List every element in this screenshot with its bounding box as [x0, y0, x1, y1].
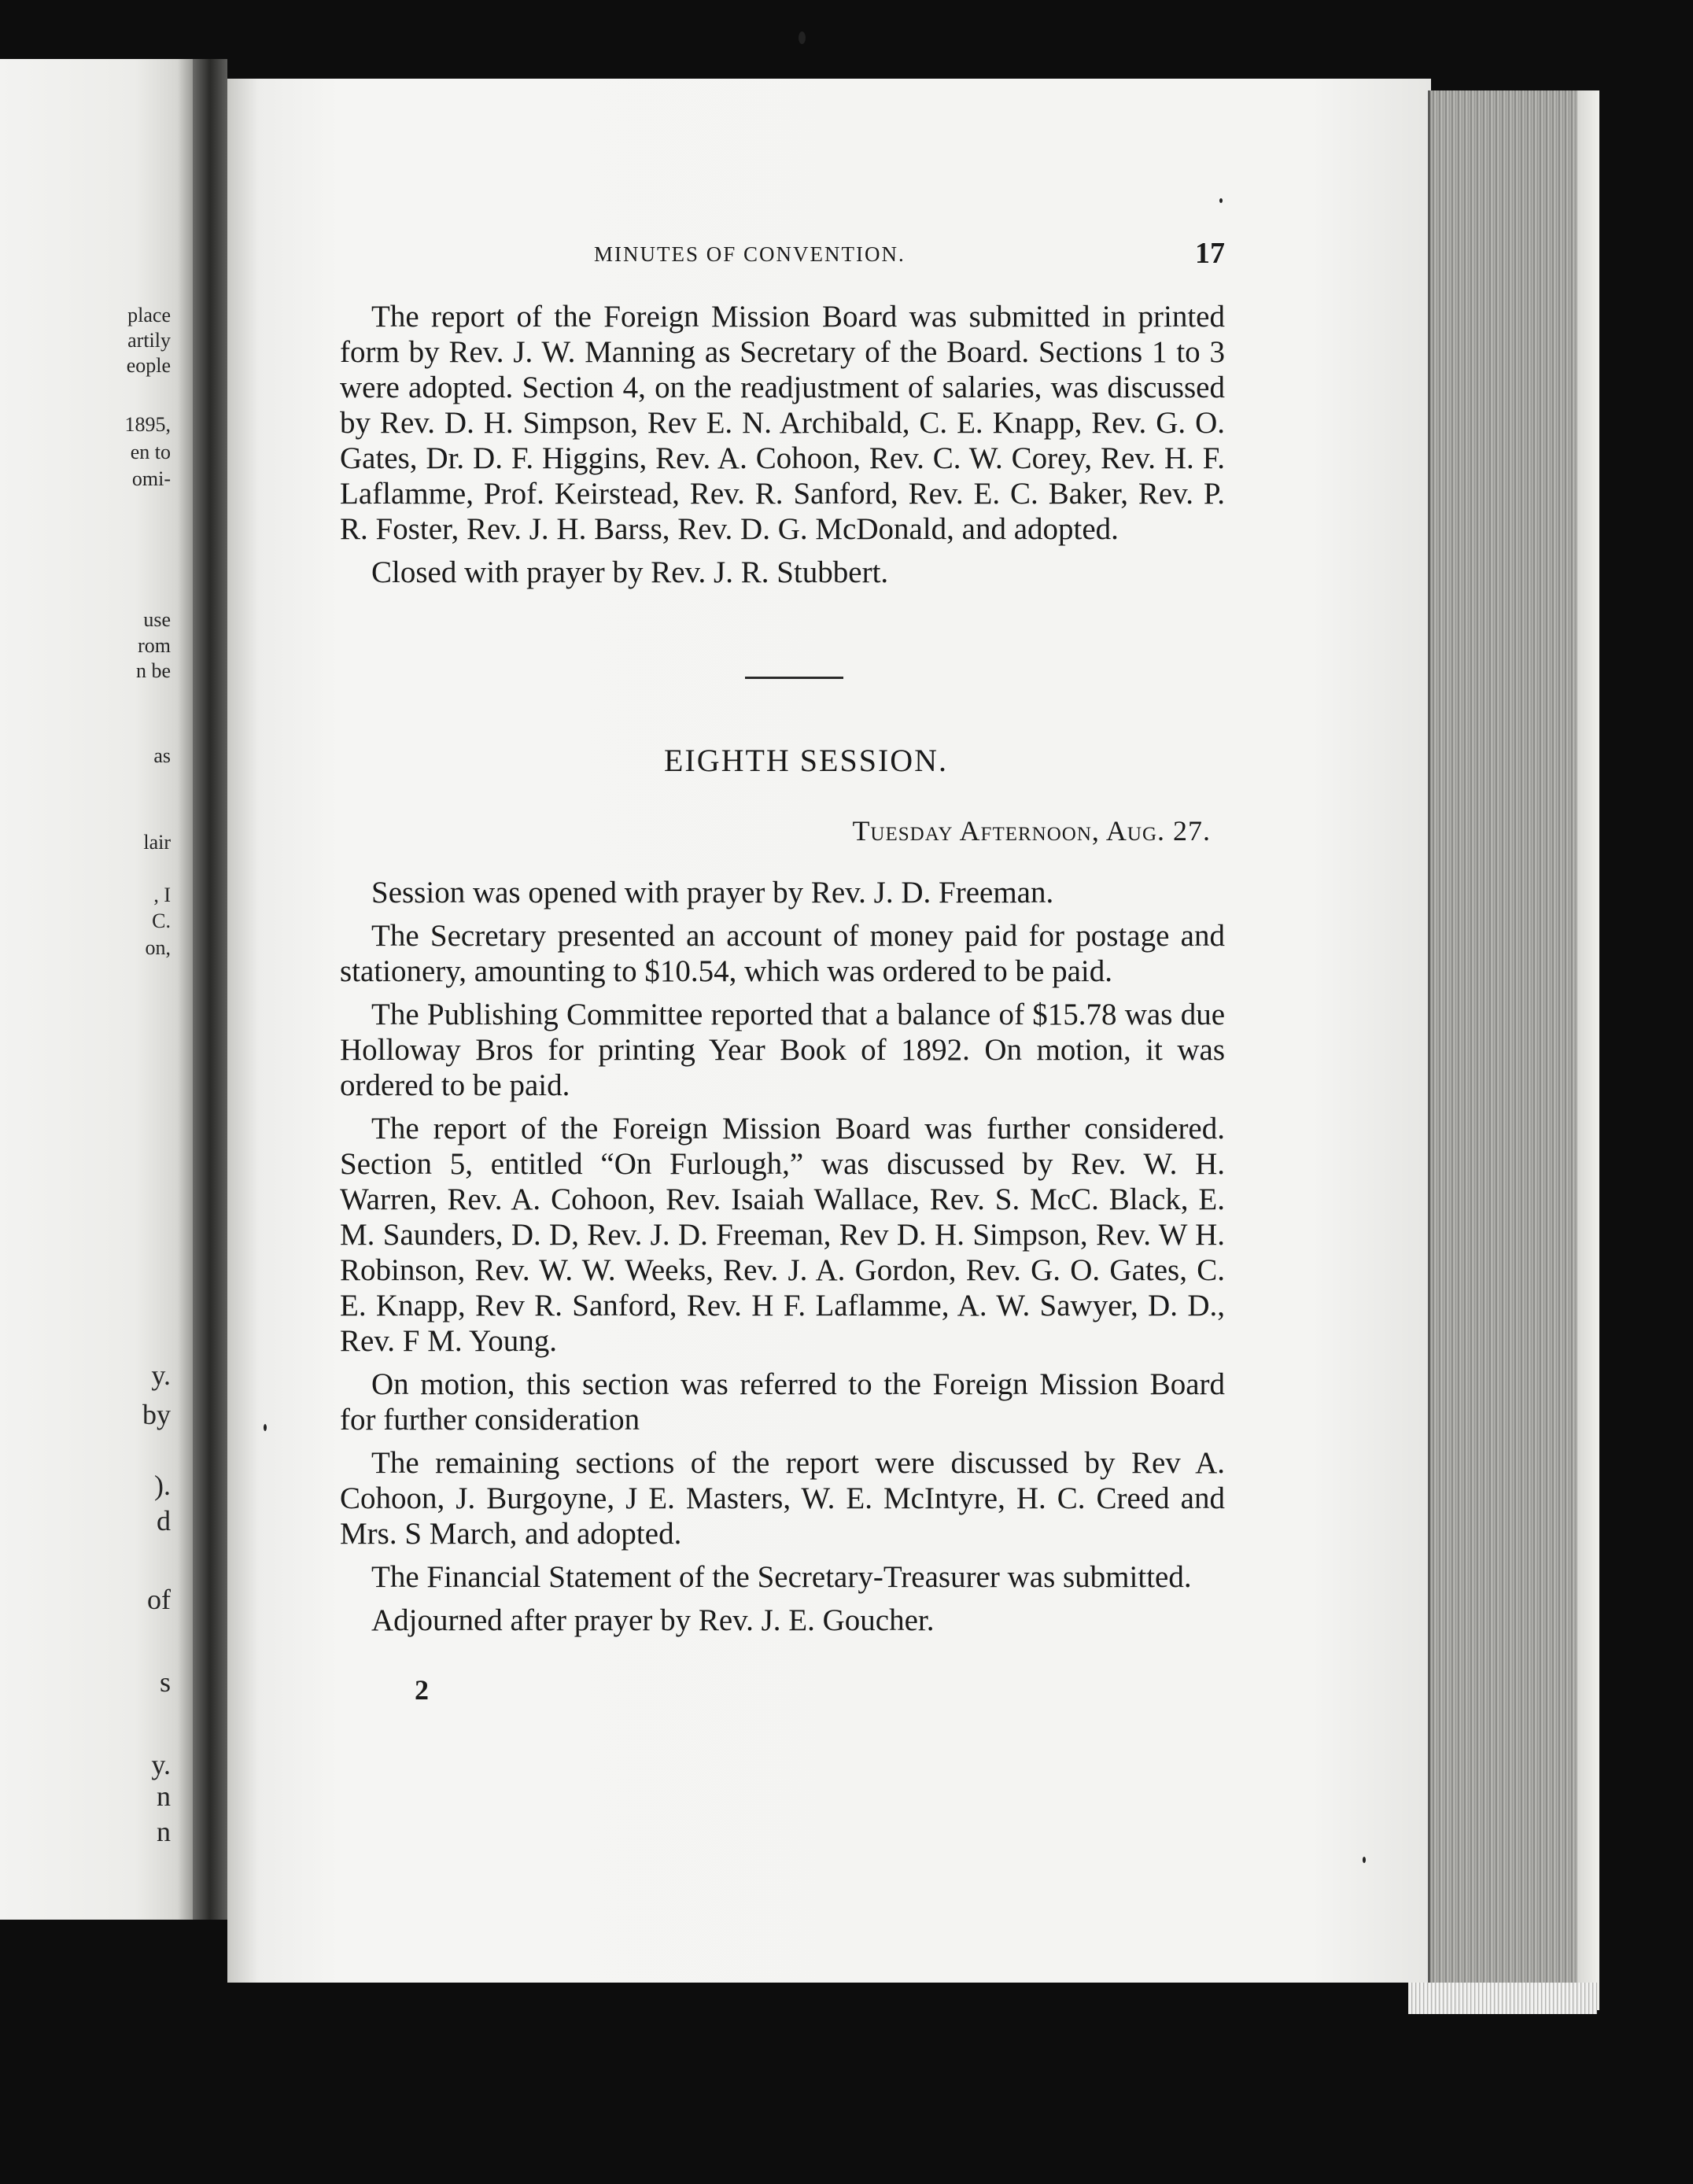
- dust-speck: [1363, 1857, 1366, 1863]
- paragraph: Adjourned after prayer by Rev. J. E. Goucher.: [371, 1603, 935, 1637]
- left-page-text-fragment: y.: [151, 1359, 171, 1391]
- page-edges-bottom: [1408, 1983, 1597, 2014]
- left-page-text-fragment: eople: [126, 354, 171, 377]
- left-page-text-fragment: rom: [138, 634, 171, 657]
- left-page-text-fragment: omi-: [131, 467, 171, 490]
- left-page-text-fragment: , I: [153, 884, 171, 906]
- left-page-text-fragment: d: [157, 1505, 171, 1537]
- left-page-text-fragment: as: [153, 744, 171, 767]
- left-page-text-fragment: place: [127, 304, 171, 326]
- running-head: [340, 236, 1225, 283]
- paragraph: The Secretary presented an account of money paid for postage and stationery, amounting to $10.54, which was ordered to be paid.: [340, 919, 1225, 988]
- paragraph: The Financial Statement of the Secretary-Treasurer was submitted.: [371, 1560, 1192, 1594]
- dust-speck: [1219, 198, 1223, 203]
- dust-speck: [799, 31, 806, 44]
- paragraph: Closed with prayer by Rev. J. R. Stubbert.: [371, 555, 889, 589]
- left-page-text-fragment: n: [157, 1816, 171, 1847]
- left-page-text-fragment: 1895,: [124, 413, 171, 436]
- left-page-text-fragment: en to: [130, 441, 171, 463]
- paragraph: The report of the Foreign Mission Board was submitted in printed form by Rev. J. W. Manning as Secretary of the Board. Sections 1 to 3 were adopted. Section 4, on the readjustment of salaries, was discussed by Rev. D. H. Simpson, Rev E. N. Archibald, C. E. Knapp, Rev. G. O. Gates, Dr. D. F. Higgins, Rev. A. Cohoon, Rev. C. W. Corey, Rev. H. F. Laflamme, Prof. Keirstead, Rev. R. Sanford, Rev. E. C. Baker, Rev. P. R. Foster, Rev. J. H. Barss, Rev. D. G. McDonald, and adopted.: [340, 300, 1225, 546]
- left-page-text-fragment: ).: [154, 1470, 171, 1501]
- left-page-text-fragment: on,: [145, 936, 171, 959]
- left-facing-page: [0, 59, 193, 1920]
- paragraph: The remaining sections of the report were discussed by Rev A. Cohoon, J. Burgoyne, J E. Masters, W. E. McIntyre, H. C. Creed and Mrs. S March, and adopted.: [340, 1446, 1225, 1551]
- page-edges: [1428, 90, 1599, 2010]
- left-page-text-fragment: n be: [135, 659, 171, 682]
- section-divider-rule: [745, 677, 843, 679]
- paragraph: The Publishing Committee reported that a balance of $15.78 was due Holloway Bros for printing Year Book of 1892. On motion, it was ordered to be paid.: [340, 998, 1225, 1102]
- left-page-text-fragment: use: [143, 608, 171, 631]
- section-heading: EIGHTH SESSION.: [663, 743, 949, 778]
- page-text-block: [340, 236, 1225, 1706]
- dust-speck: [264, 1424, 267, 1431]
- left-page-text-fragment: y.: [151, 1749, 171, 1780]
- signature-mark: 2: [415, 1674, 429, 1706]
- page-number: 17: [1195, 237, 1225, 270]
- book-gutter: [193, 59, 227, 1920]
- paragraph: The report of the Foreign Mission Board was further considered. Section 5, entitled “On Furlough,” was discussed by Rev. W. H. Warren, Rev. A. Cohoon, Rev. Isaiah Wallace, Rev. S. McC. Black, E. M. Saunders, D. D, Rev. J. D. Freeman, Rev D. H. Simpson, Rev. W H. Robinson, Rev. W. W. Weeks, Rev. J. A. Gordon, Rev. G. O. Gates, C. E. Knapp, Rev R. Sanford, Rev. H F. Laflamme, A. W. Sawyer, D. D., Rev. F M. Young.: [340, 1112, 1225, 1358]
- left-page-text-fragment: by: [142, 1399, 171, 1430]
- session-dateline: Tuesday Afternoon, Aug. 27.: [852, 815, 1211, 847]
- left-page-text-fragment: lair: [143, 831, 171, 854]
- paragraph: On motion, this section was referred to the Foreign Mission Board for further consideration: [340, 1367, 1225, 1437]
- left-page-text-fragment: of: [147, 1584, 171, 1615]
- left-page-text-fragment: n: [157, 1780, 171, 1812]
- paragraph: Session was opened with prayer by Rev. J. D. Freeman.: [371, 876, 1054, 909]
- running-title: MINUTES OF CONVENTION.: [594, 242, 906, 266]
- left-page-text-fragment: C.: [152, 909, 171, 932]
- left-page-text-fragment: s: [159, 1666, 171, 1698]
- left-page-text-fragment: artily: [127, 329, 171, 352]
